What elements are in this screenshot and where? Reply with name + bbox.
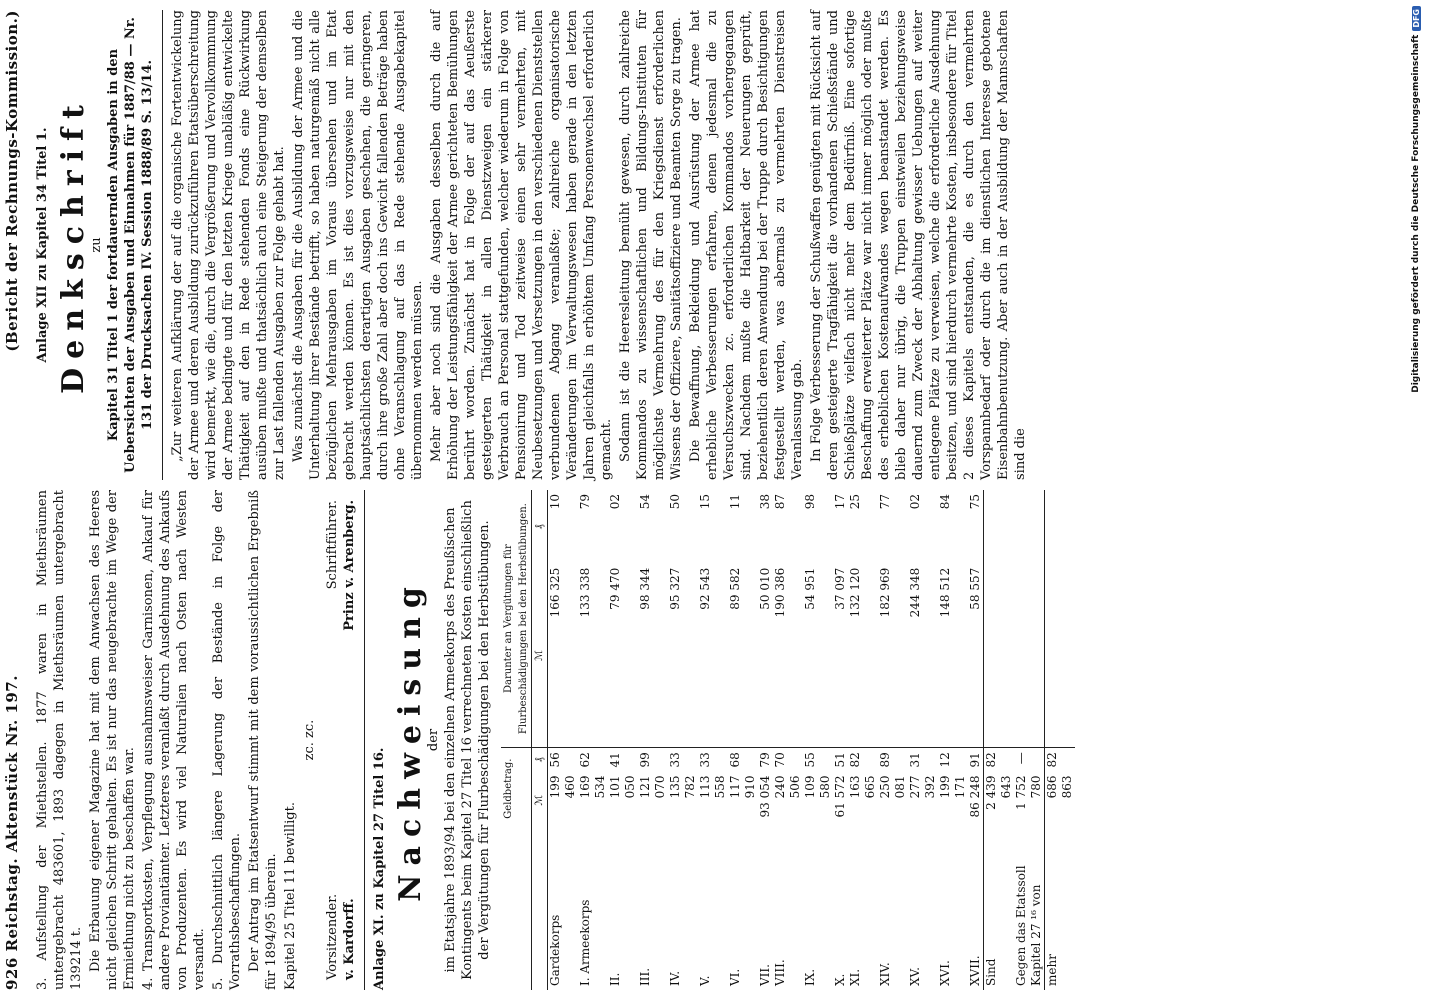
page-header-right: (Bericht der Rechnungs-Kommission.): [3, 10, 21, 352]
row-sub-pf: [984, 490, 1015, 564]
row-label: VIII.: [773, 959, 787, 986]
table-row: [968, 490, 984, 990]
row-sub-pf: 84: [938, 494, 952, 510]
annex-xii-label: Anlage XII zu Kapitel 34 Titel 1.: [35, 127, 50, 363]
row-sub-pf: 75: [968, 494, 982, 510]
row-amount-pf: 12: [938, 752, 952, 768]
row-sub: 244 348: [908, 564, 938, 748]
row-label: Gegen das Etatssoll Kapitel 27 ¹⁶ von: [1014, 865, 1043, 986]
row-amount-pf: 51: [833, 752, 847, 768]
row-sub: [1014, 564, 1045, 748]
row-sub-pf: [1045, 490, 1076, 564]
item-3: 3. Aufstellung der Miethstellen. 1877 waren in Miethsräumen untergebracht 483601, 1893 dagegen in Miethsräumen untergebracht 139214 t.: [35, 490, 84, 990]
row-amount: 109 580: [803, 775, 832, 799]
row-label: I. Armeekorps: [578, 899, 592, 986]
row-sub-pf: 50: [668, 494, 682, 510]
row-sub: 92 543: [698, 564, 728, 748]
denkschrift-title: Denkschrift: [56, 96, 91, 394]
row-label: XVI.: [938, 960, 952, 986]
chair-title: Vorsitzender.: [325, 893, 340, 980]
row-label: X.: [833, 973, 847, 986]
row-sub: 54 951: [803, 564, 833, 748]
row-amount-pf: 68: [728, 752, 742, 768]
table-row: [608, 490, 638, 990]
row-sub-pf: 54: [638, 494, 652, 510]
row-amount: 121 070: [638, 775, 667, 799]
dfg-logo-icon: DFG: [1412, 6, 1421, 31]
row-amount-pf: 62: [578, 752, 592, 768]
table-row: [878, 490, 908, 990]
secretary-title: Schriftführer.: [325, 500, 340, 590]
row-amount-pf: 99: [638, 752, 652, 768]
row-sub-pf: 87: [773, 494, 787, 510]
row-label: XVII.: [968, 955, 982, 986]
row-amount: 86 248: [968, 775, 982, 818]
row-label: Sind: [984, 958, 998, 986]
row-amount: 61 572: [833, 775, 847, 818]
row-sub: 50 010: [758, 564, 773, 748]
table-row: [758, 490, 773, 990]
signature-chair: [324, 894, 358, 980]
denkschrift-zu: zu: [89, 237, 104, 253]
row-amount: 101 050: [608, 775, 637, 799]
row-sub: 132 120: [848, 564, 878, 748]
paragraph-3: Mehr aber noch sind die Ausgaben desselben durch die auf Erhöhung der Leistungsfähigkeit der Armee gerichteten Bemühungen berührt worden. Zunächst hat in Folge der auf das Aeußerste gesteigerten Thätigkeit in allen Dienstzweigen ein stärkerer Verbrauch an Personal stattgefunden, welcher wiederum in Folge von Pensionirung und Tod zeitweise einen sehr vermehrten, mit Neubesetzungen und Versetzungen in den verschiedenen Dienststellen verbundenen Abgang veranlaßte; zahlreiche organisatorische Veränderungen im Verwaltungswesen haben gerade in den letzten Jahren gleichfalls in erhöhtem Umfang Personenwechsel erforderlich gemacht.: [429, 10, 614, 480]
table-row: [578, 490, 608, 990]
row-sub-pf: 98: [803, 494, 817, 510]
dfg-credit-text: Digitalisierung gefördert durch die Deutsche Forschungsgemeinschaft: [1411, 34, 1421, 393]
table-header-row: [501, 490, 532, 990]
row-amount-pf: 41: [608, 752, 622, 768]
row-sub: 148 512: [938, 564, 968, 748]
table-unit-row: [532, 490, 548, 990]
denkschrift-sub: Kapitel 31 Titel 1 der fortdauernden Ausgaben in den Uebersichten der Ausgaben und Einnahmen für 1887/88 — Nr. 131 der Drucksachen IV. Session 1888/89 S. 13/14.: [106, 17, 155, 473]
row-label: XV.: [908, 967, 922, 986]
paragraph-6: In Folge Verbesserung der Schußwaffen genügten mit Rücksicht auf deren gesteigerte Tragfähigkeit die vorhandenen Schießstände und Schießplätze vielfach nicht mehr dem Bedürfniß. Eine sofortige Beschaffung erweiterter Plätze war nicht immer möglich oder mußte des erheblichen Kostenaufwandes wegen beanstandet werden. Es blieb daher nur übrig, die Truppen einstweilen beziehungsweise dauernd zum Zweck der Abhaltung gewisser Uebungen auf weiter entlegene Plätze zu verweisen, welche die erforderliche Ausdehnung besitzen, und sind hierdurch vermehrte Kosten, insbesondere für Titel 2 dieses Kapitels entstanden, die es durch den vermehrten Vorspannbedarf oder durch die im dienstlichen Interesse gebotene Eisenbahnbenutzung. Aber auch in der Ausbildung der Mannschaften sind die: [809, 10, 1028, 480]
row-sub-pf: 11: [728, 494, 742, 510]
annex-xi-label: Anlage XI. zu Kapitel 27 Titel 16.: [372, 747, 387, 990]
table-row: [668, 490, 698, 990]
row-sub-pf: 02: [608, 494, 622, 510]
row-label: IX.: [803, 968, 817, 986]
row-sub-pf: [1014, 490, 1045, 564]
row-label: XI.: [848, 968, 862, 986]
row-sub-pf: 79: [578, 494, 592, 510]
row-sub-pf: 02: [908, 494, 922, 510]
row-amount: 117 910: [728, 775, 757, 799]
item-4: 4. Transportkosten, Verpflegung ausnahmsweiser Garnisonen, Ankauf für andere Proviantämter. Letzteres veranlaßt durch Ausdehnung des Ankaufs von Produzenten. Es wird viel Naturalien nach Osten nach Westen versandt.: [141, 490, 207, 990]
table-row: [638, 490, 668, 990]
table-row: [728, 490, 758, 990]
paragraph-1: „Zur weiteren Aufklärung der auf die organische Fortentwickelung der Armee und deren Ausbildung zurückzuführen Etatsüberschreitung wird bemerkt, wie die, durch die Vergrößerung und Vervollkommnung der Armee bedingte und für den letzten Kriege unabläßig entwickelte Thätigkeit auf den in Rede stehenden Fonds eine Rückwirkung ausüben mußte und thatsächlich auch eine Steigerung der demselben zur Last fallenden Ausgaben zur Folge gehabt hat.: [170, 10, 287, 480]
right-column: [0, 10, 1031, 480]
row-sub: 166 325: [548, 564, 579, 748]
row-sub: 190 386: [773, 564, 803, 748]
chair-name: v. Kardorff.: [342, 898, 357, 980]
row-sub: 98 344: [638, 564, 668, 748]
table-row: [773, 490, 803, 990]
table-row: [938, 490, 968, 990]
header-amount: Geldbetrag.: [501, 748, 532, 829]
antrag-text: Der Antrag im Etatsentwurf stimmt mit dem voraussichtlichen Ergebniß für 1894/95 überein.: [247, 490, 279, 990]
row-label: III.: [638, 967, 652, 986]
row-sub-pf: 38: [758, 494, 772, 510]
row-sub-pf: 77: [878, 494, 892, 510]
row-amount-pf: 82: [848, 752, 862, 768]
row-label: XIV.: [878, 962, 892, 986]
row-amount: 240 506: [773, 775, 802, 799]
header-corps: [501, 829, 532, 990]
unit-pf: ₰: [532, 748, 548, 772]
row-label: VII.: [758, 964, 772, 986]
unit-mark-sub: ℳ: [532, 564, 548, 748]
table-row: [833, 490, 848, 990]
etat-row: [1014, 490, 1045, 990]
mehr-row: [1045, 490, 1076, 990]
row-amount: 163 665: [848, 775, 877, 799]
row-label: IV.: [668, 970, 682, 986]
row-sub: 89 582: [728, 564, 758, 748]
row-sub: 182 969: [878, 564, 908, 748]
dfg-credit: [1406, 6, 1426, 994]
row-sub: [1045, 564, 1076, 748]
signature-secretary: [324, 500, 358, 631]
row-label: II.: [608, 972, 622, 986]
row-sub-pf: 17: [833, 494, 847, 510]
paragraph-4: Sodann ist die Heeresleitung bemüht gewesen, durch zahlreiche Kommandos zu wissenschaftlichen und Bildungs-Instituten für möglichste Vermehrung des für den Kriegsdienst erforderlichen Wissens der Offiziere, Sanitätsoffiziere und Beamten Sorge zu tragen.: [618, 10, 684, 480]
item-5: 5. Durchschnittlich längere Lagerung der Bestände in Folge der Vorrathsbeschaffungen.: [211, 490, 243, 990]
unit-pf-sub: ₰: [532, 490, 548, 564]
sum-row: [984, 490, 1015, 990]
table-row: [803, 490, 833, 990]
row-sub: [984, 564, 1015, 748]
secretary-name: Prinz v. Arenberg.: [342, 500, 357, 631]
unit-blank: [532, 829, 548, 990]
bewilligt-text: Kapitel 25 Titel 11 bewilligt.: [283, 802, 298, 990]
table-row: [908, 490, 938, 990]
row-sub-pf: 10: [548, 494, 562, 510]
row-sub-pf: 15: [698, 494, 712, 510]
row-amount-pf: 91: [968, 752, 982, 768]
row-amount: 1 752 780: [1014, 775, 1043, 810]
signatures: [324, 500, 358, 980]
page-header-left: 926 Reichstag. Aktenstück Nr. 197.: [3, 675, 21, 990]
row-sub-pf: 25: [848, 494, 862, 510]
dfg-credit-bar: [1404, 6, 1428, 994]
row-sub: 133 338: [578, 564, 608, 748]
unit-mark: ℳ: [532, 772, 548, 829]
row-amount: 277 392: [908, 775, 937, 799]
row-amount: 2 439 643: [984, 775, 1013, 810]
row-sub: 58 557: [968, 564, 984, 748]
divider: [364, 490, 365, 990]
paragraph-2: Was zunächst die Ausgaben für die Ausbildung der Armee und die Unterhaltung ihrer Bestände betrifft, so haben naturgemäß nicht alle bezüglichen Mehrausgaben im Voraus übersehen und im Etat gebracht werden können. Es ist dies vorzugsweise nur mit den hauptsächlichsten derartigen Ausgaben geschehen, die geringeren, durch ihre große Zahl aber doch ins Gewicht fallenden Beträge haben ohne Veranschlagung auf das in Rede stehende Ausgabekapitel übernommen werden müssen.: [291, 10, 425, 480]
row-amount-pf: 31: [908, 752, 922, 768]
row-sub: 95 327: [668, 564, 698, 748]
paragraph-5: Die Bewaffnung, Bekleidung und Ausrüstung der Armee hat erhebliche Verbesserungen erfahren, denen jedesmal die zu Versuchszwecken zc. erforderlichen Kommandos vorhergegangen sind. Nachdem mußte die Haltbarkeit der Neuerungen geprüft, beziehentlich deren Anwendung bei der Truppe durch Besichtigungen festgestellt werden, was abermals zu vermehrten Dienstreisen Veranlassung gab.: [688, 10, 805, 480]
row-amount: 250 081: [878, 775, 907, 799]
row-amount-pf: 33: [698, 752, 712, 768]
row-sub: 37 097: [833, 564, 848, 748]
annex-xi-der: der: [426, 728, 441, 752]
row-amount-pf: 70: [773, 752, 787, 768]
row-amount: 93 054: [758, 775, 772, 818]
row-amount-pf: —: [1014, 752, 1028, 765]
row-amount-pf: 55: [803, 752, 817, 768]
row-amount: 199 460: [548, 775, 577, 799]
divider-right: [162, 10, 163, 480]
annex-xi-title: Nachweisung: [393, 578, 428, 902]
row-amount: 135 782: [668, 775, 697, 799]
row-amount-pf: 82: [1045, 752, 1059, 768]
row-amount-pf: 79: [758, 752, 772, 768]
header-sub: Darunter an Vergütungen für Flurbeschädigungen bei den Herbstübungen.: [501, 490, 532, 748]
row-amount-pf: 33: [668, 752, 682, 768]
row-sub: 79 470: [608, 564, 638, 748]
row-amount: 686 863: [1045, 775, 1074, 799]
row-amount: 199 171: [938, 775, 967, 799]
row-amount-pf: 56: [548, 752, 562, 768]
row-label: VI.: [728, 968, 742, 986]
magazine-text: Die Erbauung eigener Magazine hat mit dem Anwachsen des Heeres nicht gleichen Schritt gehalten. Es ist nur das neugebrachte im Wege der Ermiethung nicht zu beschaffen war.: [88, 490, 137, 990]
annex-xi-text: im Etatsjahre 1893/94 bei den einzelnen Armeekorps des Preußischen Kontingents beim Kapitel 27 Titel 16 verrechneten Kosten einschließlich der Vergütungen für Flurbeschädigungen bei den Herbstübungen.: [443, 500, 492, 980]
row-amount: 113 558: [698, 775, 727, 799]
row-label: V.: [698, 975, 712, 986]
left-column: [0, 490, 1075, 990]
row-amount-pf: 89: [878, 752, 892, 768]
row-label: Gardekorps: [548, 914, 562, 986]
costs-table: [501, 490, 1075, 990]
row-label: mehr: [1045, 954, 1059, 986]
table-row: [548, 490, 579, 990]
row-amount-pf: 82: [984, 752, 998, 768]
row-amount: 169 534: [578, 775, 607, 799]
table-row: [848, 490, 878, 990]
etc-text: zc. zc.: [302, 719, 317, 761]
table-row: [698, 490, 728, 990]
table-body: [548, 490, 1076, 990]
